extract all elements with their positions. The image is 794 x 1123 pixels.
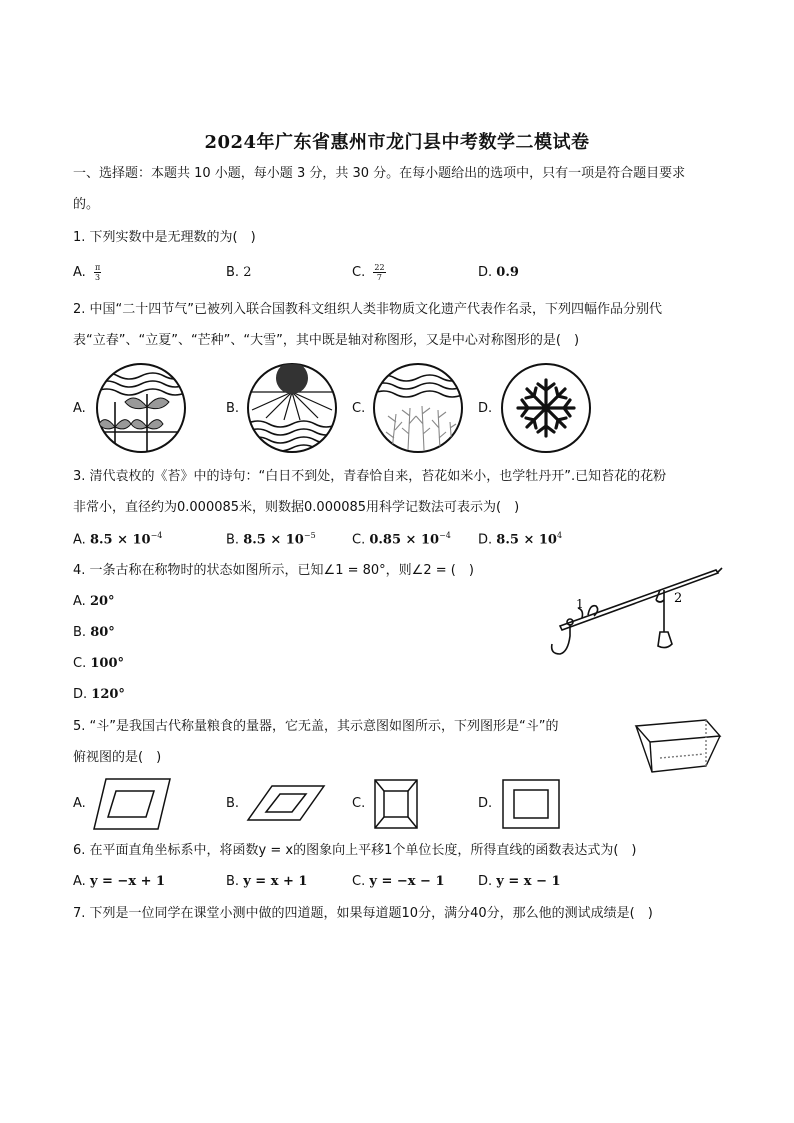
option-exponent: −4 bbox=[439, 531, 451, 540]
q4-option-d bbox=[73, 687, 125, 702]
dou-measure-figure bbox=[634, 716, 722, 778]
q5-option-a-label: A. bbox=[73, 796, 86, 811]
option-base: 8.5 × 10 bbox=[89, 532, 151, 548]
q4-option-b bbox=[73, 625, 115, 640]
option-label: A. bbox=[73, 874, 86, 889]
option-value: y = x − 1 bbox=[496, 874, 561, 889]
lichun-image bbox=[95, 362, 187, 454]
lixia-image bbox=[246, 362, 338, 454]
mangzhong-image bbox=[372, 362, 464, 454]
q6-option-b bbox=[226, 874, 307, 889]
option-label: A. bbox=[73, 265, 86, 280]
option-label: D. bbox=[478, 532, 493, 548]
q5-option-a-figure bbox=[92, 777, 172, 831]
option-value: y = −x − 1 bbox=[369, 874, 445, 889]
q3-option-b bbox=[226, 531, 316, 547]
question-3-line2: 非常小，直径约为0.000085米，则数据0.000085用科学记数法可表示为( ) bbox=[73, 500, 520, 515]
option-label: C. bbox=[352, 874, 366, 889]
option-exponent: −5 bbox=[303, 531, 316, 540]
page-title: 2024年广东省惠州市龙门县中考数学二模试卷 bbox=[204, 132, 590, 153]
q2-option-b-label: B. bbox=[226, 401, 240, 416]
option-label: B. bbox=[226, 265, 240, 280]
option-exponent: 4 bbox=[556, 531, 563, 540]
question-4-stem: 4. 一条古称在称物时的状态如图所示，已知∠1 = 80°，则∠2 = ( ) bbox=[73, 563, 474, 578]
question-5-line1: 5. “斗”是我国古代称量粮食的量器，它无盖，其示意图如图所示，下列图形是“斗”的 bbox=[73, 719, 559, 734]
option-exponent: −4 bbox=[150, 531, 163, 540]
steelyard-figure bbox=[548, 560, 724, 664]
question-7-stem: 7. 下列是一位同学在课堂小测中做的四道题，如果每道题10分，满分40分，那么他的测试成绩是( ) bbox=[73, 906, 653, 921]
option-label: B. bbox=[73, 625, 87, 640]
fraction-denominator: 3 bbox=[95, 273, 101, 282]
fraction-numerator: π bbox=[94, 263, 101, 272]
q6-option-a bbox=[73, 874, 165, 889]
option-label: A. bbox=[73, 594, 86, 609]
q2-option-d-label: D. bbox=[478, 401, 493, 416]
q5-option-b-figure bbox=[246, 784, 326, 822]
question-1-stem: 1. 下列实数中是无理数的为( ) bbox=[73, 230, 256, 245]
option-label: D. bbox=[478, 265, 493, 280]
q3-option-c bbox=[352, 531, 451, 547]
section-heading-cont: 的。 bbox=[73, 197, 100, 212]
section-heading: 一、选择题：本题共 10 小题，每小题 3 分，共 30 分。在每小题给出的选项中，只有一项是符合题目要求 bbox=[73, 166, 686, 181]
option-base: 8.5 × 10 bbox=[496, 532, 557, 548]
option-value: 0.9 bbox=[496, 265, 519, 280]
option-label: C. bbox=[73, 656, 87, 671]
q1-option-a bbox=[73, 263, 101, 282]
option-base: 8.5 × 10 bbox=[243, 532, 304, 548]
daxue-image bbox=[500, 362, 592, 454]
q5-option-c-label: C. bbox=[352, 796, 366, 811]
q1-option-b bbox=[226, 265, 251, 280]
angle-1-label: 1 bbox=[576, 597, 584, 611]
question-6-stem: 6. 在平面直角坐标系中，将函数y = x的图象向上平移1个单位长度，所得直线的函数表达式为( ) bbox=[73, 843, 637, 858]
q6-option-c bbox=[352, 874, 445, 889]
option-label: D. bbox=[478, 874, 493, 889]
q5-option-b-label: B. bbox=[226, 796, 240, 811]
q3-option-d bbox=[478, 531, 562, 547]
option-value: 120° bbox=[91, 687, 125, 702]
option-label: C. bbox=[352, 265, 366, 280]
option-label: B. bbox=[226, 532, 240, 548]
question-2-line1: 2. 中国“二十四节气”已被列入联合国教科文组织人类非物质文化遗产代表作名录，下列四幅作品分别代 bbox=[73, 302, 663, 317]
option-value: 2 bbox=[243, 265, 252, 280]
option-label: A. bbox=[73, 532, 86, 548]
question-3-line1: 3. 清代袁枚的《苔》中的诗句：“白日不到处，青春恰自来，苔花如米小，也学牡丹开”.已知苔花的花粉 bbox=[73, 469, 667, 484]
q2-option-c-label: C. bbox=[352, 401, 366, 416]
option-value: y = x + 1 bbox=[243, 874, 308, 889]
option-value: 80° bbox=[90, 625, 115, 640]
q4-option-c bbox=[73, 656, 124, 671]
option-label: C. bbox=[352, 532, 366, 548]
q5-option-d-label: D. bbox=[478, 796, 493, 811]
fraction-numerator: 22 bbox=[374, 263, 385, 272]
q4-option-a bbox=[73, 594, 115, 609]
question-2-line2: 表“立春”、“立夏”、“芒种”、“大雪”，其中既是轴对称图形，又是中心对称图形的是( ) bbox=[73, 333, 580, 348]
q2-option-a-label: A. bbox=[73, 401, 86, 416]
option-value: y = −x + 1 bbox=[89, 874, 166, 889]
q1-option-c bbox=[352, 263, 386, 282]
q6-option-d bbox=[478, 874, 561, 889]
fraction-denominator: 7 bbox=[376, 273, 382, 282]
q5-option-c-figure bbox=[374, 779, 418, 829]
option-value: 100° bbox=[90, 656, 124, 671]
q5-option-d-figure bbox=[502, 779, 560, 829]
option-value: 20° bbox=[89, 594, 115, 609]
question-5-line2: 俯视图的是( ) bbox=[73, 750, 162, 765]
angle-2-label: 2 bbox=[674, 591, 683, 606]
q3-option-a bbox=[73, 531, 162, 547]
option-label: B. bbox=[226, 874, 240, 889]
option-base: 0.85 × 10 bbox=[369, 532, 440, 548]
q1-option-d bbox=[478, 265, 519, 280]
option-label: D. bbox=[73, 687, 88, 702]
